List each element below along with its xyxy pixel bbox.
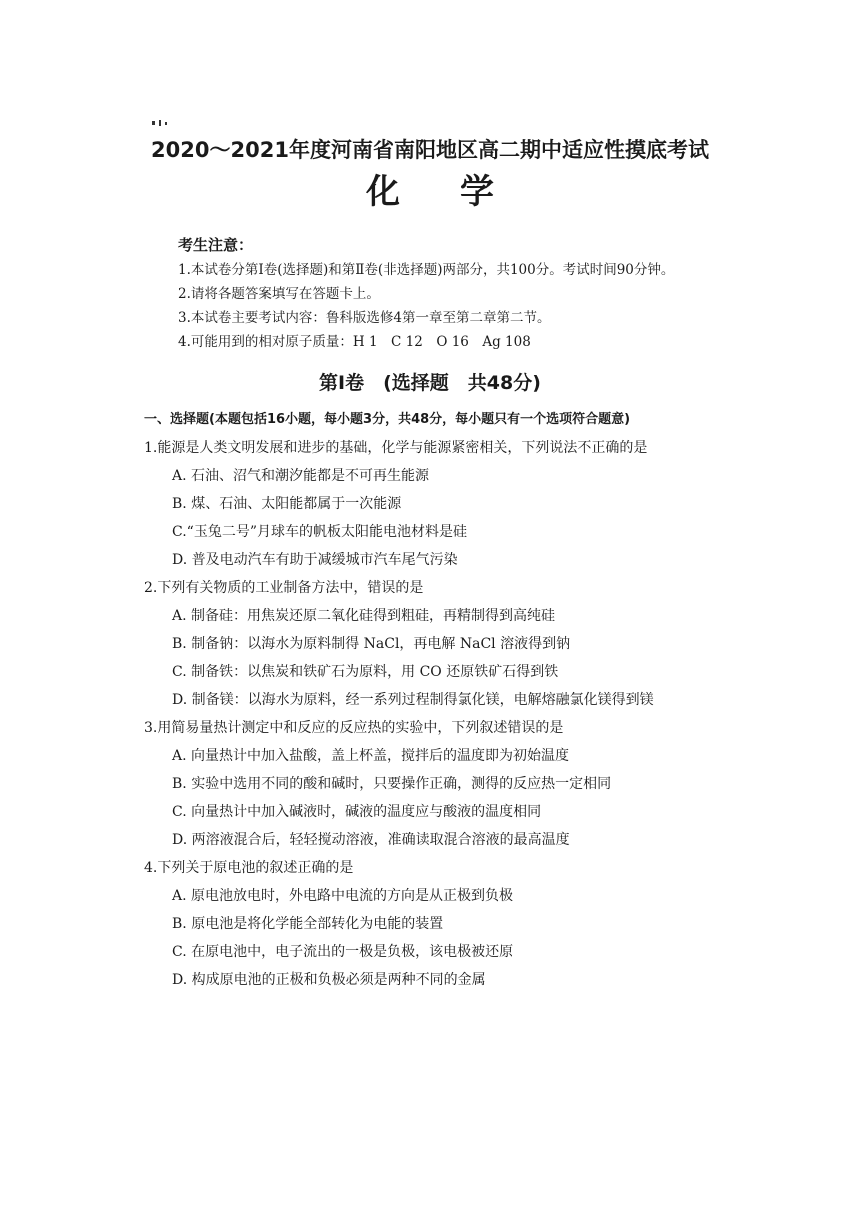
question-4 (144, 854, 824, 994)
question-stem: 1.能源是人类文明发展和进步的基础，化学与能源紧密相关，下列说法不正确的是 (144, 440, 648, 456)
option-c: C. 向量热计中加入碱液时，碱液的温度应与酸液的温度相同 (172, 804, 542, 820)
question-stem: 4.下列关于原电池的叙述正确的是 (144, 860, 354, 876)
option-c: C. 在原电池中，电子流出的一极是负极，该电极被还原 (172, 944, 514, 960)
option-d: D. 两溶液混合后，轻轻搅动溶液，准确读取混合溶液的最高温度 (172, 832, 570, 848)
question-2 (144, 574, 824, 714)
option-b: B. 原电池是将化学能全部转化为电能的装置 (172, 916, 444, 932)
option-a: A. 原电池放电时，外电路中电流的方向是从正极到负极 (172, 888, 514, 904)
option-d: D. 构成原电池的正极和负极必须是两种不同的金属 (172, 972, 486, 988)
question-stem: 3.用简易量热计测定中和反应的反应热的实验中，下列叙述错误的是 (144, 720, 564, 736)
section-title: 第Ⅰ卷 (选择题 共48分) (319, 372, 541, 394)
option-c: C.“玉兔二号”月球车的帆板太阳能电池材料是硅 (172, 524, 467, 540)
notice-title: 考生注意： (178, 236, 254, 254)
option-d: D. 普及电动汽车有助于减缓城市汽车尾气污染 (172, 552, 458, 568)
option-b: B. 煤、石油、太阳能都属于一次能源 (172, 496, 402, 512)
part-heading: 一、选择题(本题包括16小题，每小题3分，共48分，每小题只有一个选项符合题意) (144, 412, 631, 427)
option-c: C. 制备铁：以焦炭和铁矿石为原料，用 CO 还原铁矿石得到铁 (172, 664, 559, 680)
question-1 (144, 434, 824, 574)
option-b: B. 制备钠：以海水为原料制得 NaCl，再电解 NaCl 溶液得到钠 (172, 636, 571, 652)
question-list (144, 434, 824, 994)
option-a: A. 向量热计中加入盐酸，盖上杯盖，搅拌后的温度即为初始温度 (172, 748, 570, 764)
notice-item: 2.请将各题答案填写在答题卡上。 (178, 286, 380, 302)
question-stem: 2.下列有关物质的工业制备方法中，错误的是 (144, 580, 424, 596)
scan-mark-icon (152, 118, 174, 128)
subject-title: 化学 (366, 172, 554, 212)
option-a: A. 石油、沼气和潮汐能都是不可再生能源 (172, 468, 430, 484)
candidate-notice (178, 232, 818, 354)
option-d: D. 制备镁：以海水为原料，经一系列过程制得氯化镁，电解熔融氯化镁得到镁 (172, 692, 654, 708)
notice-item: 3.本试卷主要考试内容：鲁科版选修4第一章至第二章第二节。 (178, 310, 551, 326)
notice-item: 4.可能用到的相对原子质量：H 1 C 12 O 16 Ag 108 (178, 334, 531, 350)
exam-title: 2020～2021年度河南省南阳地区高二期中适应性摸底考试 (151, 138, 709, 162)
option-a: A. 制备硅：用焦炭还原二氧化硅得到粗硅，再精制得到高纯硅 (172, 608, 556, 624)
notice-item: 1.本试卷分第Ⅰ卷(选择题)和第Ⅱ卷(非选择题)两部分，共100分。考试时间90分钟。 (178, 262, 675, 278)
question-3 (144, 714, 824, 854)
option-b: B. 实验中选用不同的酸和碱时，只要操作正确，测得的反应热一定相同 (172, 776, 612, 792)
